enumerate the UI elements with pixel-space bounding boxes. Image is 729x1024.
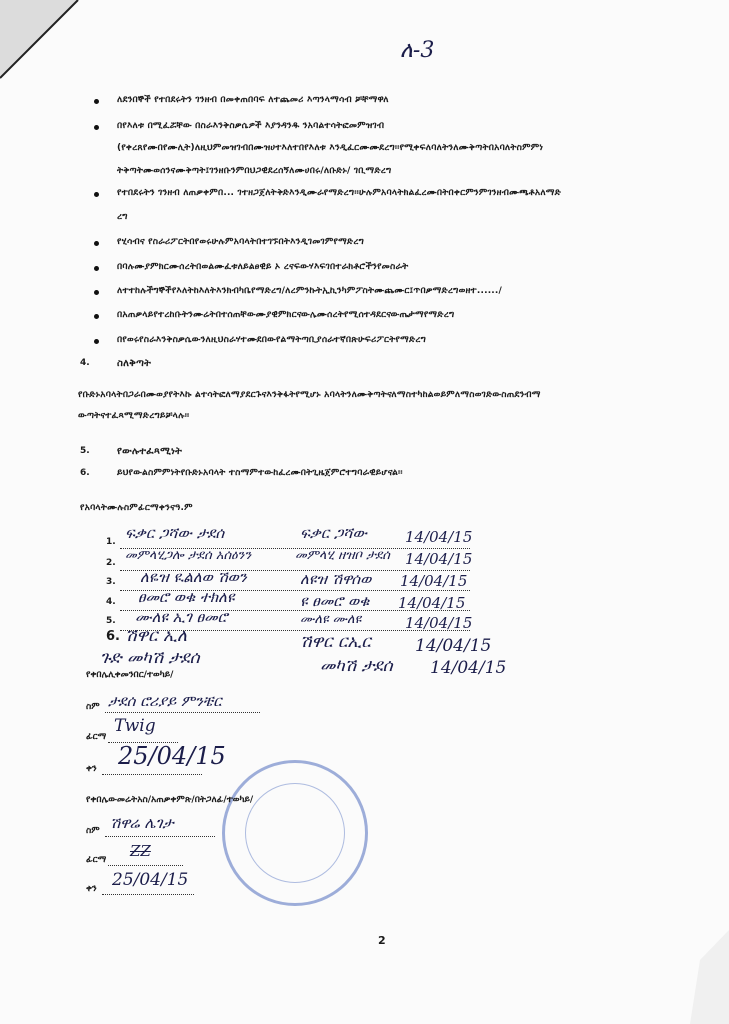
bullet-text-continued: (የቀረጸየሙበየሙሊት)ለዚህምመዝገብበሙዝሀተእለተበየእለቱ እንዲፈርሙሙደረግ፡፡የሚቀፍለባለትንለሙቅጣትበአባለትስምምነ <box>117 143 544 153</box>
signatory-number: 3. <box>106 577 116 587</box>
signatories-heading: የአባላትሙሉስምፊርማቀንናዓ.ም <box>80 503 193 513</box>
signatory-name: ሽዋር ኢለ <box>125 626 187 646</box>
section-4-body: የቡድኑአባላትበጋራበሙወያየትእኩ ልተሳትፎለማያደርጉናእንቅፋትየሚሆኑ አባላትንለሙቅጣትናለማስተካከልወይምለማስወገድውስጠደንብማ <box>78 390 541 400</box>
section-5-title: የውሉተፈጻሚነት <box>117 446 183 457</box>
approver-name-line <box>105 712 260 713</box>
manager-signature-value: ZZ <box>130 842 151 860</box>
signatory-number: 2. <box>106 558 116 568</box>
signatory-number: 5. <box>106 616 116 626</box>
signatory-signature: ሽዋር ርኢር <box>300 632 371 652</box>
section-5-number: 5. <box>80 446 90 456</box>
signatory-name: መምላሂጋሎ ታደሰ አሰዕንን <box>125 548 252 563</box>
header-mark: ለ-3 <box>400 38 435 63</box>
signatory-name: ሙለዩ ኢገ ፀመሮ <box>135 608 228 626</box>
bullet-marker <box>94 192 99 197</box>
section-6-text: ይህየውልስምምነትየቡድኑአባላት ተስማምተውከፈረሙበትጊዜጀምሮተግባራዊይሆናል፡፡ <box>117 468 403 478</box>
bullet-marker <box>94 241 99 246</box>
bullet-text: በየእለቱ በሚፈሯቸው በስራእንቅስቃሴዎች እያንዳንዱ ንአባልተሳትፎመምዝገብ <box>117 121 385 131</box>
signatory-date: 14/04/15 <box>405 614 473 632</box>
bullet-marker <box>94 125 99 130</box>
approver-date-line <box>102 774 202 775</box>
manager-heading: የቀበሌውመሬትአስ/አጠቃቀምጽ/በትጋለፊ/ተወካይ/ <box>86 795 254 805</box>
manager-date-line <box>102 894 194 895</box>
signatory-number: 4. <box>106 597 116 607</box>
manager-name-label: ስም <box>86 826 100 836</box>
signatory-date: 14/04/15 <box>415 636 492 656</box>
bullet-marker <box>94 266 99 271</box>
signatory-date: 14/04/15 <box>400 572 468 590</box>
signatory-date: 14/04/15 <box>405 550 473 568</box>
section-4-title: ስለቅጣት <box>117 358 152 369</box>
signatory-signature: ለዩዝ ሽዋሰወ <box>300 570 372 588</box>
signatory-number: 1. <box>106 537 116 547</box>
signatory-signature: ፍቃር ጋሻው <box>300 524 367 542</box>
bullet-text: በባሉሙያምክርሙሰረትበወልሙፈቱለይልፀዊይ ኦ ረናፍውሃእፍገበተራክቶሮችንየመስራት <box>117 262 409 272</box>
bullet-text: የሂሳብና የስራሪፖርትበየወሩሁሉምአባላትበተገኙበትእንዲገመገምየማድረግ <box>117 237 365 247</box>
page-number: 2 <box>378 934 386 947</box>
signatory-name: ጉድ መካሽ ታደሰ <box>100 648 200 668</box>
bullet-text: በየወሩየስራእንቅስቃሴውንለዚህስራሃተሙደበውየልማትጣቢያሰራተኛበጽሁፍሪፖርትየማድረግ <box>117 335 427 345</box>
manager-signature-line <box>108 865 183 866</box>
approver-name-value: ታደሰ ሮሪያይ ምንቼር <box>108 692 222 710</box>
manager-name-value: ሽዋሬ ሌገታ <box>110 814 174 832</box>
signatory-name: ፀመሮ ወቁ ተክለዩ <box>138 588 235 606</box>
bullet-text: የተበደሩትን ገንዘብ ለጠቃቀምበ... ገተዘጋጀለትቅድእንዲሙራየማድረግ፡፡ሁሉምአባላትክልፈረሙበትበቀርምንምገንዘብሙጫቶአለማድ <box>117 188 562 198</box>
signatory-signature: መምላሂ ዘዝቦ ታደሰ <box>295 548 390 563</box>
signatory-signature: መካሽ ታደሰ <box>320 656 393 676</box>
bullet-text: ለደንበኞች የተበደሩትን ገንዘብ በመቀጠበባፍ ለተጨመሪ እጣንላማሳብ ቻቸማዋለ <box>117 95 389 105</box>
bullet-marker <box>94 339 99 344</box>
bullet-text: ለተተከሉችግኞችየእለትከእለትእንክብካቤየማድረግ/ለረምንኩትኢኪንካምፖስትሙጨሙር፤ጥበቃማድረግወዘተ....../ <box>117 286 503 296</box>
signatory-signature: ሙለዩ ሙለዩ <box>300 612 362 627</box>
signatory-number: 6. <box>106 629 120 644</box>
approver-date-value: 25/04/15 <box>118 742 226 770</box>
approver-date-label: ቀን <box>86 764 97 774</box>
approver-name-label: ስም <box>86 702 100 712</box>
signatory-name: ፍቃር ጋሻው ታደሰ <box>125 524 225 542</box>
bullet-marker <box>94 290 99 295</box>
manager-name-line <box>105 836 215 837</box>
section-4-body-continued: ውጣትናተፈጻሚማድረግይቻላሉ፡፡ <box>78 411 190 421</box>
bullet-marker <box>94 99 99 104</box>
bullet-marker <box>94 314 99 319</box>
official-stamp-inner-ring <box>245 783 345 883</box>
approver-heading: የቀበሌሊቀመንበር/ተወካይ/ <box>86 670 174 680</box>
section-6-number: 6. <box>80 468 90 478</box>
manager-date-value: 25/04/15 <box>112 870 189 890</box>
official-stamp <box>222 760 368 906</box>
signatory-date: 14/04/15 <box>430 658 507 678</box>
signatory-date: 14/04/15 <box>405 528 473 546</box>
bullet-text-continued: ረግ <box>117 212 128 222</box>
signatory-date: 14/04/15 <box>398 594 466 612</box>
manager-signature-label: ፊርማ <box>86 855 107 865</box>
bullet-text: በአጠቃላይየተረከቡትንሙሬትበተሰጠቸውሙያዊምክርናውሌሙሰረትየሚሰተዳደርናውጤታማየማድረግ <box>117 310 455 320</box>
bullet-text-continued: ትቅጣትሙወሰንናሙቅጣት፤ገንዘቡንምበህጋዊደረሰኝለሙሀበሩ/ለቡድኑ/ ገቢማድረግ <box>117 166 392 176</box>
signatory-signature: ዩ ፀመሮ ወቁ <box>300 592 370 610</box>
section-4-number: 4. <box>80 358 90 368</box>
approver-signature-label: ፊርማ <box>86 732 107 742</box>
manager-date-label: ቀን <box>86 884 97 894</box>
approver-signature-value: Twig <box>114 716 156 736</box>
signatory-name: ለዬዝ ዪልለወ ሽወን <box>140 568 247 586</box>
